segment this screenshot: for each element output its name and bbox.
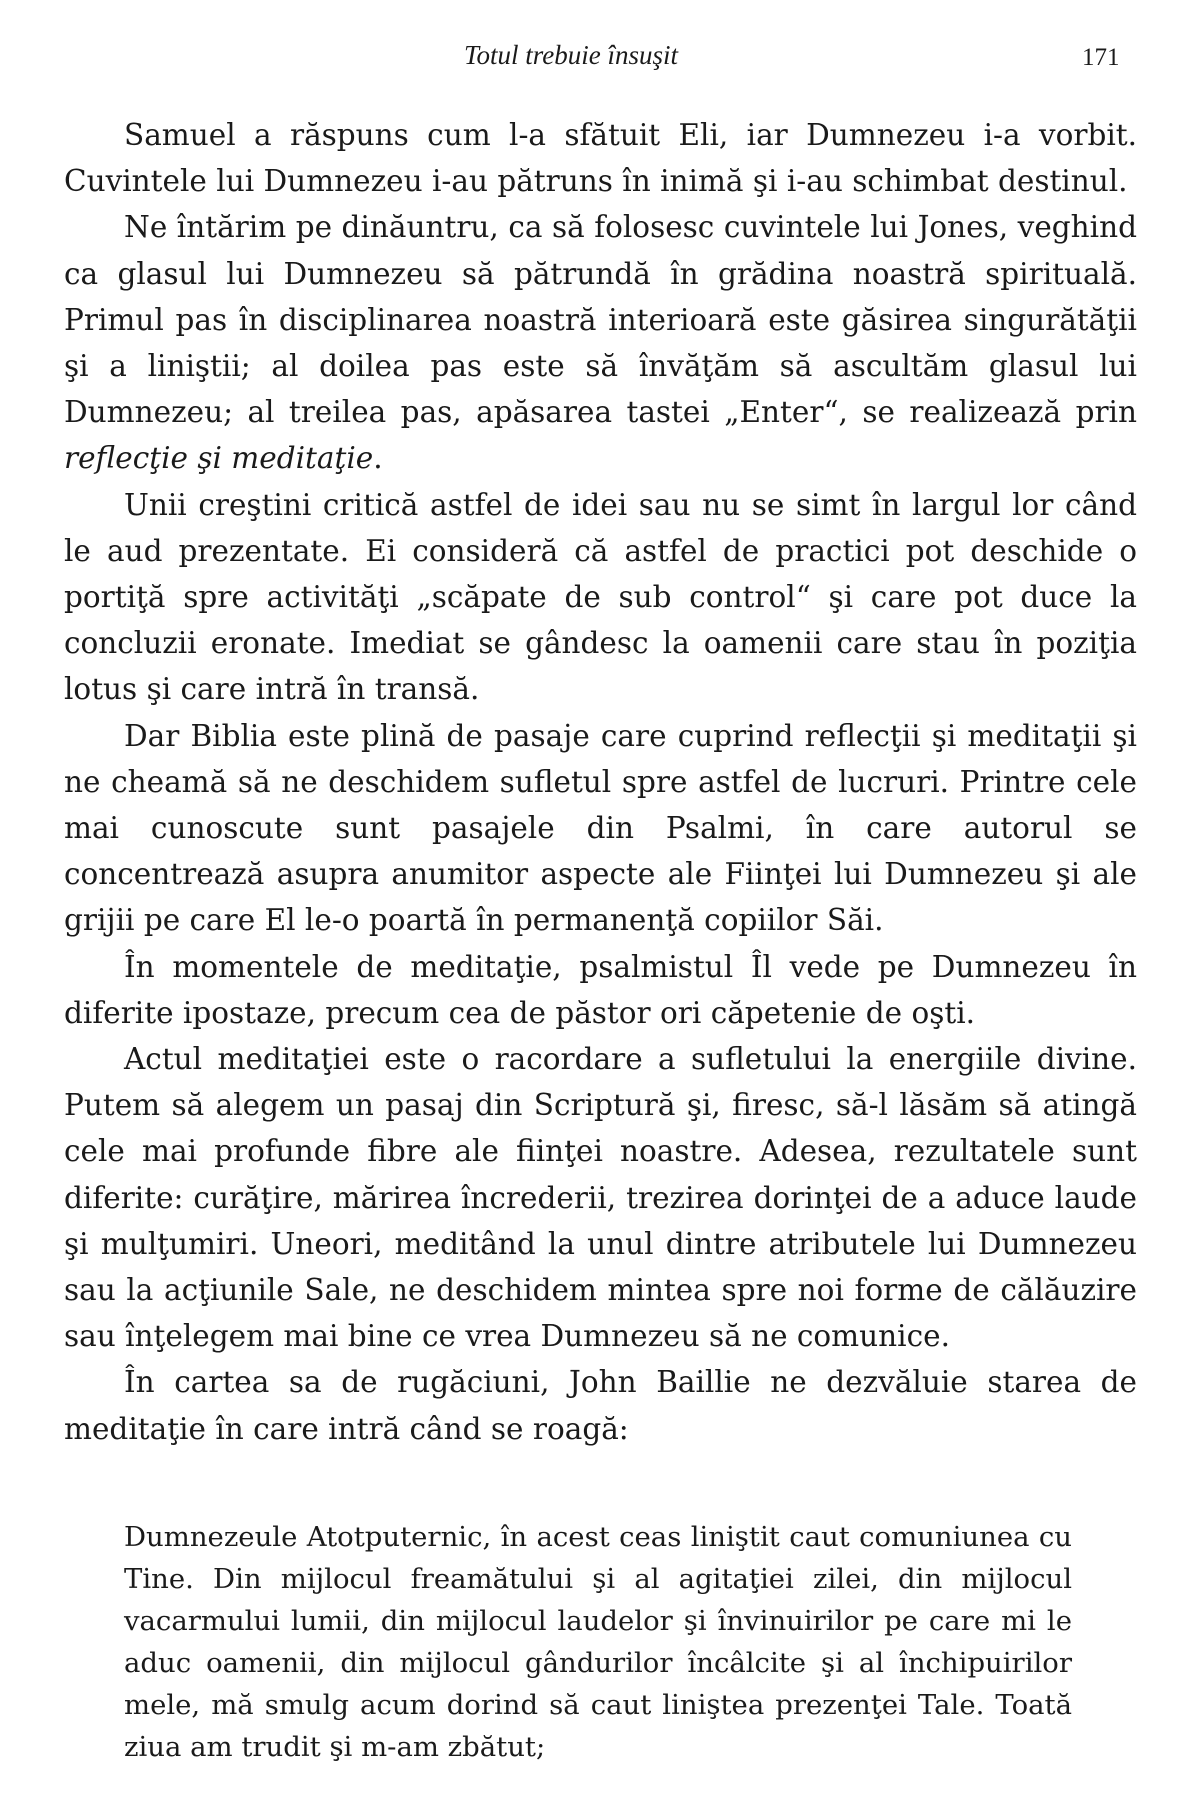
paragraph: Samuel a răspuns cum l-a sfătuit Eli, iar Dumnezeu i-a vorbit. Cuvintele lui Dumnezeu i-au pătruns în inimă şi i-au schimbat destinul. (64, 118, 1137, 199)
paragraph: Unii creştini critică astfel de idei sau nu se simt în largul lor când le aud prezentate. Ei consideră că astfel de practici pot deschide o portiţă spre activităţi „scăpate de sub control“ şi care pot duce la concluzii eronate. Imediat se gândesc la oamenii care stau în poziţia lotus şi care intră în transă. (64, 487, 1137, 707)
paragraph: În momentele de meditaţie, psalmistul Îl vede pe Dumnezeu în diferite ipostaze, precum cea de păstor ori căpetenie de oşti. (64, 949, 1137, 1030)
emphasized-text: reflecţie şi meditaţie (64, 441, 374, 476)
paragraph-text: Ne întărim pe dinăuntru, ca să folosesc cuvintele lui Jones, veghind ca glasul lui Dumnezeu să pătrundă în grădina noastră spirituală. Primul pas în disciplinarea noastră interioară este găsirea singurătăţii şi a liniştii; al doilea pas este să învăţăm să ascultăm glasul lui Dumnezeu; al treilea pas, apăsarea tastei „Enter“, se realizează prin (64, 210, 1137, 430)
quote-text: Dumnezeule Atotputernic, în acest ceas liniştit caut comuniunea cu Tine. Din mijlocul freamătului şi al agitaţiei zilei, din mijlocul vacarmului lumii, din mijlocul laudelor şi învinuirilor pe care mi le aduc oamenii, din mijlocul gândurilor încâlcite şi al închipuirilor mele, mă smulg acum dorind să caut liniştea prezenţei Tale. Toată ziua am trudit şi m-am zbătut; (124, 1521, 1072, 1763)
paragraph: Dar Biblia este plină de pasaje care cuprind reflecţii şi meditaţii şi ne cheamă să ne deschidem sufletul spre astfel de lucruri. Printre cele mai cunoscute sunt pasajele din Psalmi, în care autorul se concentrează asupra anumitor aspecte ale Fiinţei lui Dumnezeu şi ale grijii pe care El le-o poartă în permanenţă copiilor Săi. (64, 718, 1137, 938)
paragraph (64, 204, 1137, 481)
paragraph: În cartea sa de rugăciuni, John Baillie ne dezvăluie starea de meditaţie în care intră când se roagă: (64, 1365, 1137, 1446)
block-quote (124, 1516, 1072, 1768)
page-number: 171 (1082, 44, 1120, 71)
chapter-title: Totul trebuie însuşit (464, 40, 679, 70)
paragraph-text-end: . (373, 441, 383, 476)
body-text (64, 112, 1137, 1452)
paragraph: Actul meditaţiei este o racordare a sufletului la energiile divine. Putem să alegem un pasaj din Scriptură şi, firesc, să-l lăsăm să atingă cele mai profunde fibre ale fiinţei noastre. Adesea, rezultatele sunt diferite: curăţire, mărirea încrederii, trezirea dorinţei de a aduce laude şi mulţumiri. Uneori, meditând la unul dintre atributele lui Dumnezeu sau la acţiunile Sale, ne deschidem mintea spre noi forme de călăuzire sau înţelegem mai bine ce vrea Dumnezeu să ne comunice. (64, 1042, 1137, 1354)
running-header (0, 40, 1187, 80)
